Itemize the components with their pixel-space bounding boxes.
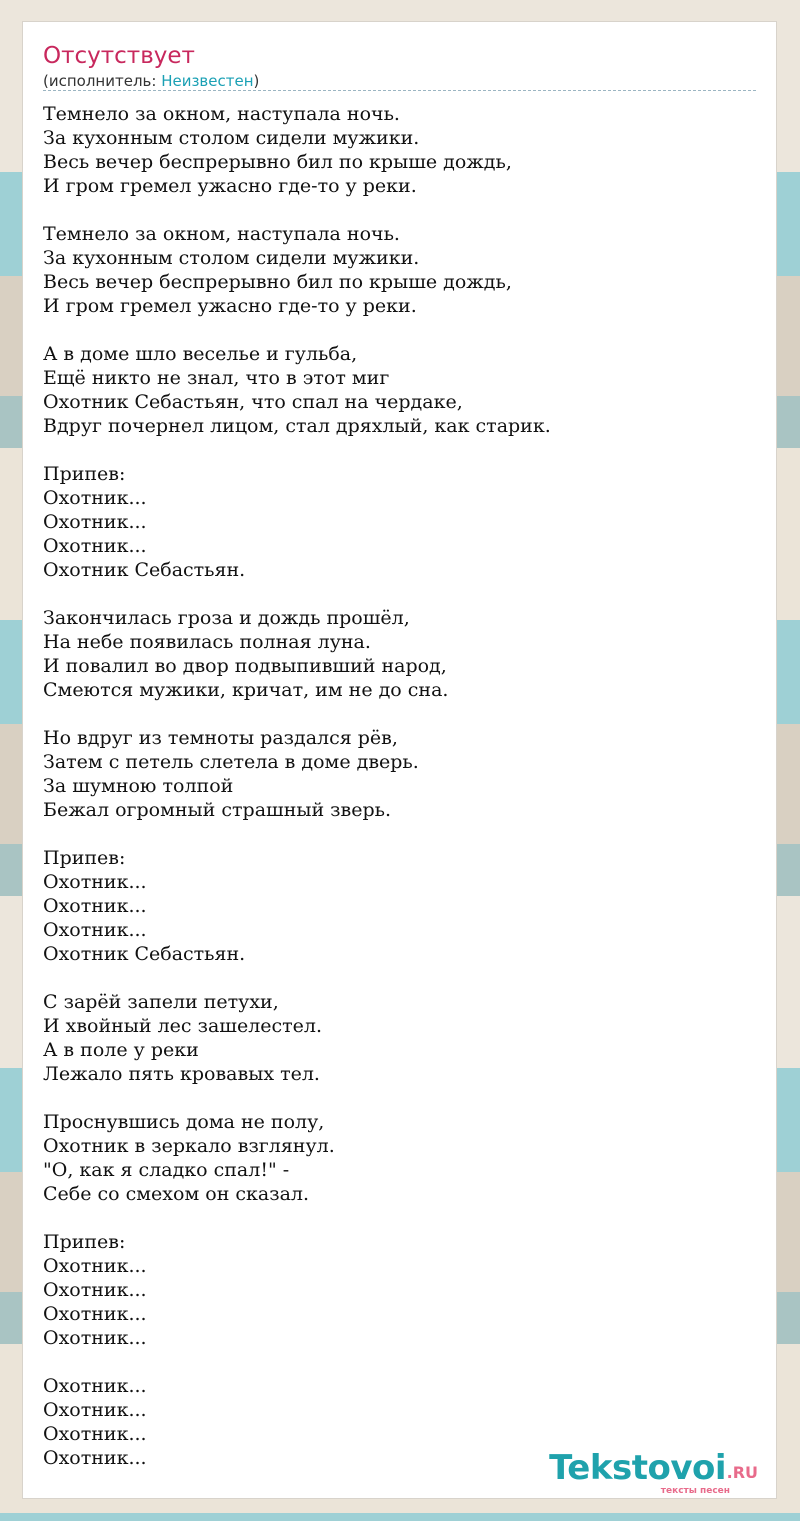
lyrics-line: Охотник... xyxy=(43,1279,147,1301)
lyrics-stanza xyxy=(43,222,756,318)
lyrics-stanza xyxy=(43,726,756,822)
lyrics-line: И повалил во двор подвыпивший народ, xyxy=(43,655,447,677)
lyrics-line: Охотник Себастьян. xyxy=(43,943,246,965)
lyrics-line: Охотник... xyxy=(43,1447,147,1469)
lyrics-line: А в поле у реки xyxy=(43,1039,199,1061)
logo-tagline: тексты песен xyxy=(660,1486,730,1496)
lyrics-line: Закончилась гроза и дождь прошёл, xyxy=(43,607,410,629)
lyrics-line: И хвойный лес зашелестел. xyxy=(43,1015,323,1037)
lyrics-line: Охотник... xyxy=(43,871,147,893)
lyrics-line: Лежало пять кровавых тел. xyxy=(43,1063,320,1085)
lyrics-line: С зарёй запели петухи, xyxy=(43,991,279,1013)
lyrics-line: Весь вечер беспрерывно бил по крыше дождь, xyxy=(43,271,512,293)
logo-tld: .RU xyxy=(726,1463,758,1482)
lyrics-line: А в доме шло веселье и гульба, xyxy=(43,343,358,365)
lyrics-line: И гром гремел ужасно где-то у реки. xyxy=(43,295,417,317)
lyrics-stanza xyxy=(43,846,756,966)
lyrics-line: Охотник... xyxy=(43,1375,147,1397)
lyrics-line: Охотник Себастьян. xyxy=(43,559,246,581)
bottom-stripe xyxy=(0,1513,800,1521)
lyrics-line: Охотник... xyxy=(43,1423,147,1445)
lyrics-line: Себе со смехом он сказал. xyxy=(43,1183,310,1205)
lyrics-text xyxy=(43,102,756,1470)
lyrics-stanza xyxy=(43,462,756,582)
lyrics-line: Припев: xyxy=(43,847,126,869)
lyrics-line: Охотник... xyxy=(43,1303,147,1325)
lyrics-stanza xyxy=(43,342,756,438)
lyrics-line: Темнело за окном, наступала ночь. xyxy=(43,103,400,125)
lyrics-line: За кухонным столом сидели мужики. xyxy=(43,127,420,149)
lyrics-line: Охотник... xyxy=(43,1327,147,1349)
lyrics-line: "О, как я сладко спал!" - xyxy=(43,1159,290,1181)
performer-suffix: ) xyxy=(253,72,260,90)
lyrics-line: Но вдруг из темноты раздался рёв, xyxy=(43,727,398,749)
lyrics-stanza xyxy=(43,102,756,198)
lyrics-line: Охотник в зеркало взглянул. xyxy=(43,1135,335,1157)
song-title: Отсутствует xyxy=(43,43,195,69)
lyrics-line: Темнело за окном, наступала ночь. xyxy=(43,223,400,245)
lyrics-line: Охотник... xyxy=(43,535,147,557)
lyrics-line: Охотник... xyxy=(43,919,147,941)
lyrics-line: Охотник... xyxy=(43,895,147,917)
lyrics-stanza xyxy=(43,990,756,1086)
lyrics-line: И гром гремел ужасно где-то у реки. xyxy=(43,175,417,197)
lyrics-line: На небе появилась полная луна. xyxy=(43,631,371,653)
lyrics-line: Весь вечер беспрерывно бил по крыше дождь, xyxy=(43,151,512,173)
site-logo[interactable] xyxy=(549,1448,764,1496)
performer-link[interactable]: Неизвестен xyxy=(161,72,254,90)
lyrics-line: Вдруг почернел лицом, стал дряхлый, как старик. xyxy=(43,415,551,437)
lyrics-line: Бежал огромный страшный зверь. xyxy=(43,799,392,821)
lyrics-line: За шумною толпой xyxy=(43,775,234,797)
lyrics-line: Охотник Себастьян, что спал на чердаке, xyxy=(43,391,463,413)
lyrics-line: Припев: xyxy=(43,463,126,485)
lyrics-line: Проснувшись дома не полу, xyxy=(43,1111,325,1133)
lyrics-line: Смеются мужики, кричат, им не до сна. xyxy=(43,679,449,701)
lyrics-stanza xyxy=(43,606,756,702)
lyrics-line: Охотник... xyxy=(43,511,147,533)
logo-name: Tekstovoi xyxy=(549,1448,726,1488)
performer-info xyxy=(43,72,259,90)
lyrics-card xyxy=(22,21,777,1499)
lyrics-line: Охотник... xyxy=(43,487,147,509)
title-divider xyxy=(43,90,756,91)
performer-prefix: (исполнитель: xyxy=(43,72,162,90)
lyrics-line: За кухонным столом сидели мужики. xyxy=(43,247,420,269)
lyrics-line: Охотник... xyxy=(43,1255,147,1277)
lyrics-stanza xyxy=(43,1230,756,1350)
lyrics-line: Охотник... xyxy=(43,1399,147,1421)
lyrics-line: Ещё никто не знал, что в этот миг xyxy=(43,367,390,389)
lyrics-line: Затем с петель слетела в доме дверь. xyxy=(43,751,419,773)
lyrics-line: Припев: xyxy=(43,1231,126,1253)
lyrics-stanza xyxy=(43,1110,756,1206)
